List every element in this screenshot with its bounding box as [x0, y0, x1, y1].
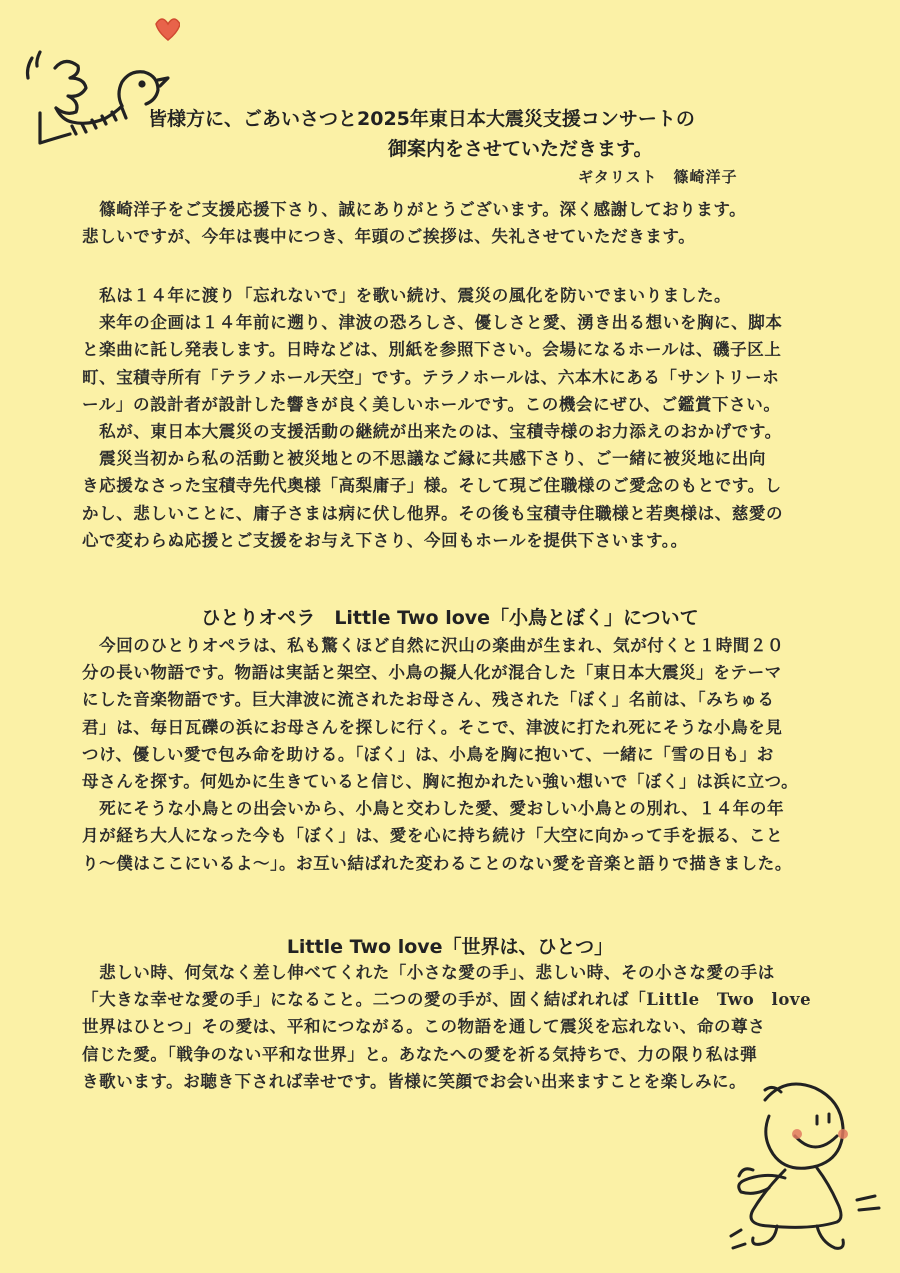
text-line: 死にそうな小鳥との出会いから、小鳥と交わした愛、愛おしい小鳥との別れ、１４年の年 [82, 799, 785, 819]
section-heading-world: Little Two love「世界は、ひとつ」 [286, 936, 614, 958]
text-line: と楽曲に託し発表します。日時などは、別紙を参照下さい。会場になるホールは、磯子区上 [82, 340, 782, 360]
page-title-line2: 御案内をさせていただきます。 [388, 138, 653, 160]
text-line: ール」の設計者が設計した響きが良く美しいホールです。この機会にぜひ、ご鑑賞下さい。 [82, 394, 781, 414]
text-line: り～僕はここにいるよ～」。お互い結ばれた変わることのない愛を音楽と語りで描きました。 [82, 853, 792, 873]
text-line: 母さんを探す。何処かに生きていると信じ、胸に抱かれたい強い想いで「ぼく」は浜に立つ。 [82, 772, 799, 792]
text-line: 世界はひとつ」その愛は、平和につながる。この物語を通して震災を忘れない、命の尊さ [82, 1017, 766, 1037]
cheek-icon [792, 1129, 802, 1139]
text-line: 分の長い物語です。物語は実話と架空、小鳥の擬人化が混合した「東日本大震災」をテーマ [82, 663, 782, 683]
opera-paragraph [82, 632, 812, 877]
text-line: 悲しいですが、今年は喪中につき、年頭のご挨拶は、失礼させていただきます。 [82, 227, 696, 247]
child-doodle-icon [725, 1080, 895, 1265]
text-line: 私が、東日本大震災の支援活動の継続が出来たのは、宝積寺様のお力添えのおかげです。 [82, 422, 782, 442]
text-line: き歌います。お聴き下されば幸せです。皆様に笑顔でお会い出来ますことを楽しみに。 [82, 1071, 747, 1091]
text-line: 心で変わらぬ応援とご支援をお与え下さり、今回もホールを提供下さいます。。 [82, 530, 688, 550]
text-line: かし、悲しいことに、庸子さまは病に伏し他界。その後も宝積寺住職様と若奥様は、慈愛の [82, 503, 784, 523]
world-paragraph [82, 959, 812, 1095]
text-line: 来年の企画は１４年前に遡り、津波の恐ろしさ、優しさと愛、湧き出る想いを胸に、脚本 [82, 313, 783, 333]
text-line: 月が経ち大人になった今も「ぼく」は、愛を心に持ち続け「大空に向かって手を振る、こと [82, 826, 784, 846]
signature: ギタリスト 篠崎洋子 [578, 168, 738, 186]
page-title-line1: 皆様方に、ごあいさつと2025年東日本大震災支援コンサートの [148, 108, 695, 130]
text-line: 私は１４年に渡り「忘れないで」を歌い続け、震災の風化を防いでまいりました。 [82, 286, 732, 305]
text-line: き応援なさった宝積寺先代奥様「高梨庸子」様。そして現ご住職様のご愛念のもとです。し [82, 476, 782, 496]
main-paragraph [82, 282, 812, 554]
bird-doodle-icon [10, 8, 180, 158]
cheek-icon [838, 1129, 848, 1139]
section-heading-opera: ひとりオペラ Little Two love「小鳥とぼく」について [201, 607, 699, 629]
text-line: 篠崎洋子をご支援応援下さり、誠にありがとうございます。深く感謝しております。 [82, 200, 747, 219]
text-line: 信じた愛。「戦争のない平和な世界」と。あなたへの愛を祈る気持ちで、力の限り私は弾 [82, 1044, 758, 1064]
text-line: つけ、優しい愛で包み命を助ける。「ぼく」は、小鳥を胸に抱いて、一緒に「雪の日も」お [82, 744, 774, 764]
heart-icon [156, 19, 180, 40]
text-line: 「大きな幸せな愛の手」になること。二つの愛の手が、固く結ばれれば「Little Two love [82, 990, 812, 1010]
text-line: 悲しい時、何気なく差し伸べてくれた「小さな愛の手」、悲しい時、その小さな愛の手は [82, 963, 775, 982]
text-line: にした音楽物語です。巨大津波に流されたお母さん、残された「ぼく」名前は、「みちゅる [82, 690, 775, 710]
text-line: 町、宝積寺所有「テラノホール天空」です。テラノホールは、六本木にある「サントリーホ [82, 367, 780, 387]
text-line: 君」は、毎日瓦礫の浜にお母さんを探しに行く。そこで、津波に打たれ死にそうな小鳥を見 [82, 717, 783, 737]
thanks-paragraph [82, 196, 812, 250]
text-line: 震災当初から私の活動と被災地との不思議なご縁に共感下さり、ご一緒に被災地に出向 [82, 449, 766, 469]
text-line: 今回のひとりオペラは、私も驚くほど自然に沢山の楽曲が生まれ、気が付くと１時間２０ [82, 636, 785, 655]
